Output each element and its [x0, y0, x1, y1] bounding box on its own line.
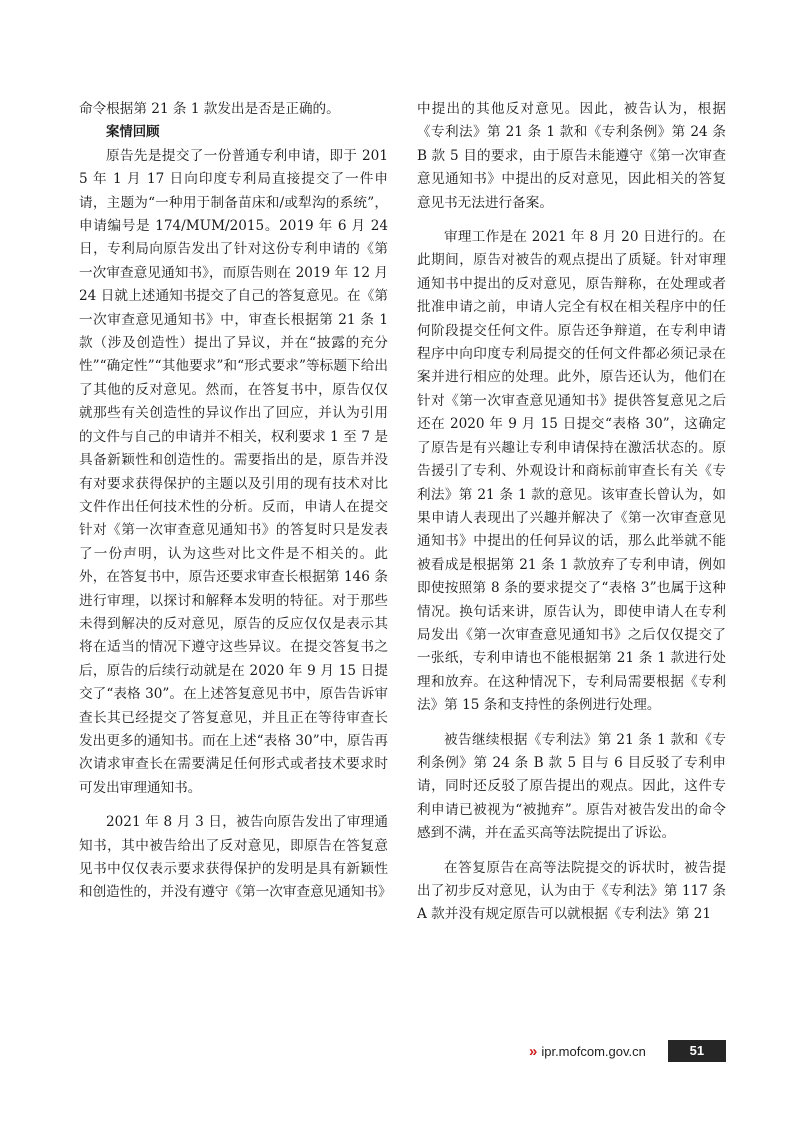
- right-paragraph-1: 中提出的其他反对意见。因此，被告认为，根据《专利法》第 21 条 1 款和《专利条例》第 24 条 B 款 5 目的要求，由于原告未能遵守《第一次审查意见通知书》中提出的反对意见，因此相关的答复意见书无法进行备案。: [417, 101, 726, 211]
- section-heading: 案情回顾: [106, 125, 160, 141]
- right-paragraph-4: 在答复原告在高等法院提交的诉状时，被告提出了初步反对意见，认为由于《专利法》第 117 条 A 款并没有规定原告可以就根据《专利法》第 21: [417, 859, 726, 923]
- left-paragraph-1: 命令根据第 21 条 1 款发出是否是正确的。: [79, 101, 340, 117]
- left-column: [79, 98, 392, 905]
- right-column: [417, 98, 726, 927]
- chevron-right-icon: »: [529, 1042, 536, 1060]
- left-paragraph-3: 2021 年 8 月 3 日，被告向原告发出了审理通知书，其中被告给出了反对意见，即原告在答复意见书中仅仅表示要求获得保护的发明是具有新颖性和创造性的，并没有遵守《第一次审查意见通知书》: [79, 814, 392, 901]
- right-paragraph-3: 被告继续根据《专利法》第 21 条 1 款和《专利条例》第 24 条 B 款 5 目与 6 目反驳了专利申请，同时还反驳了原告提出的观点。因此，这件专利申请已被视为“被抛弃”。原告对被告发出的命令感到不满，并在孟买高等法院提出了诉讼。: [417, 731, 726, 842]
- left-paragraph-2: 原告先是提交了一份普通专利申请，即于 2015 年 1 月 17 日向印度专利局直接提交了一件申请，主题为“一种用于制备苗床和/或犁沟的系统”，申请编号是 174/MUM/2015。2019 年 6 月 24 日，专利局向原告发出了针对这份专利申请的《第一次审查意见通知书》，而原告则在 2019 年 12 月 24 日就上述通知书提交了自己的答复意见。在《第一次审查意见通知书》中，审查长根据第 21 条 1 款（涉及创造性）提出了异议，并在“披露的充分性”“确定性”“其他要求”和“形式要求”等标题下给出了其他的反对意见。然而，在答复书中，原告仅仅就那些有关创造性的异议作出了回应，并认为引用的文件与自己的申请并不相关，权利要求 1 至 7 是具备新颖性和创造性的。需要指出的是，原告并没有对要求获得保护的主题以及引用的现有技术对比文件作出任何技术性的分析。反而，申请人在提交针对《第一次审查意见通知书》的答复时只是发表了一份声明，认为这些对比文件是不相关的。此外，在答复书中，原告还要求审查长根据第 146 条进行审理，以探讨和解释本发明的特征。对于那些未得到解决的反对意见，原告的反应仅仅是表示其将在适当的情况下遵守这些异议。在提交答复书之后，原告的后续行动就是在 2020 年 9 月 15 日提交了“表格 30”。在上述答复意见书中，原告告诉审查长其已经提交了答复意见，并且正在等待审查长发出更多的通知书。而在上述“表格 30”中，原告再次请求审查长在需要满足任何形式或者技术要求时可发出审理通知书。: [79, 147, 388, 796]
- right-paragraph-2: 审理工作是在 2021 年 8 月 20 日进行的。在此期间，原告对被告的观点提出了质疑。针对审理通知书中提出的反对意见，原告辩称，在处理或者批准申请之前，申请人完全有权在相关程序中的任何阶段提交任何文件。原告还争辩道，在专利申请程序中向印度专利局提交的任何文件都必须记录在案并进行相应的处理。此外，原告还认为，他们在针对《第一次审查意见通知书》提供答复意见之后还在 2020 年 9 月 15 日提交“表格 30”，这确定了原告是有兴趣让专利申请保持在激活状态的。原告援引了专利、外观设计和商标前审查长有关《专利法》第 21 条 1 款的意见。该审查长曾认为，如果申请人表现出了兴趣并解决了《第一次审查意见通知书》中提出的任何异议的话，那么此举就不能被看成是根据第 21 条 1 款放弃了专利申请，例如即使按照第 8 条的要求提交了“表格 3”也属于这种情况。换句话来讲，原告认为，即使申请人在专利局发出《第一次审查意见通知书》之后仅仅提交了一张纸，专利申请也不能根据第 21 条 1 款进行处理和放弃。在这种情况下，专利局需要根据《专利法》第 15 条和支持性的条例进行处理。: [417, 229, 726, 714]
- page-footer: [529, 1040, 726, 1062]
- site-url: ipr.mofcom.gov.cn: [541, 1043, 646, 1059]
- page-number: 51: [668, 1040, 726, 1062]
